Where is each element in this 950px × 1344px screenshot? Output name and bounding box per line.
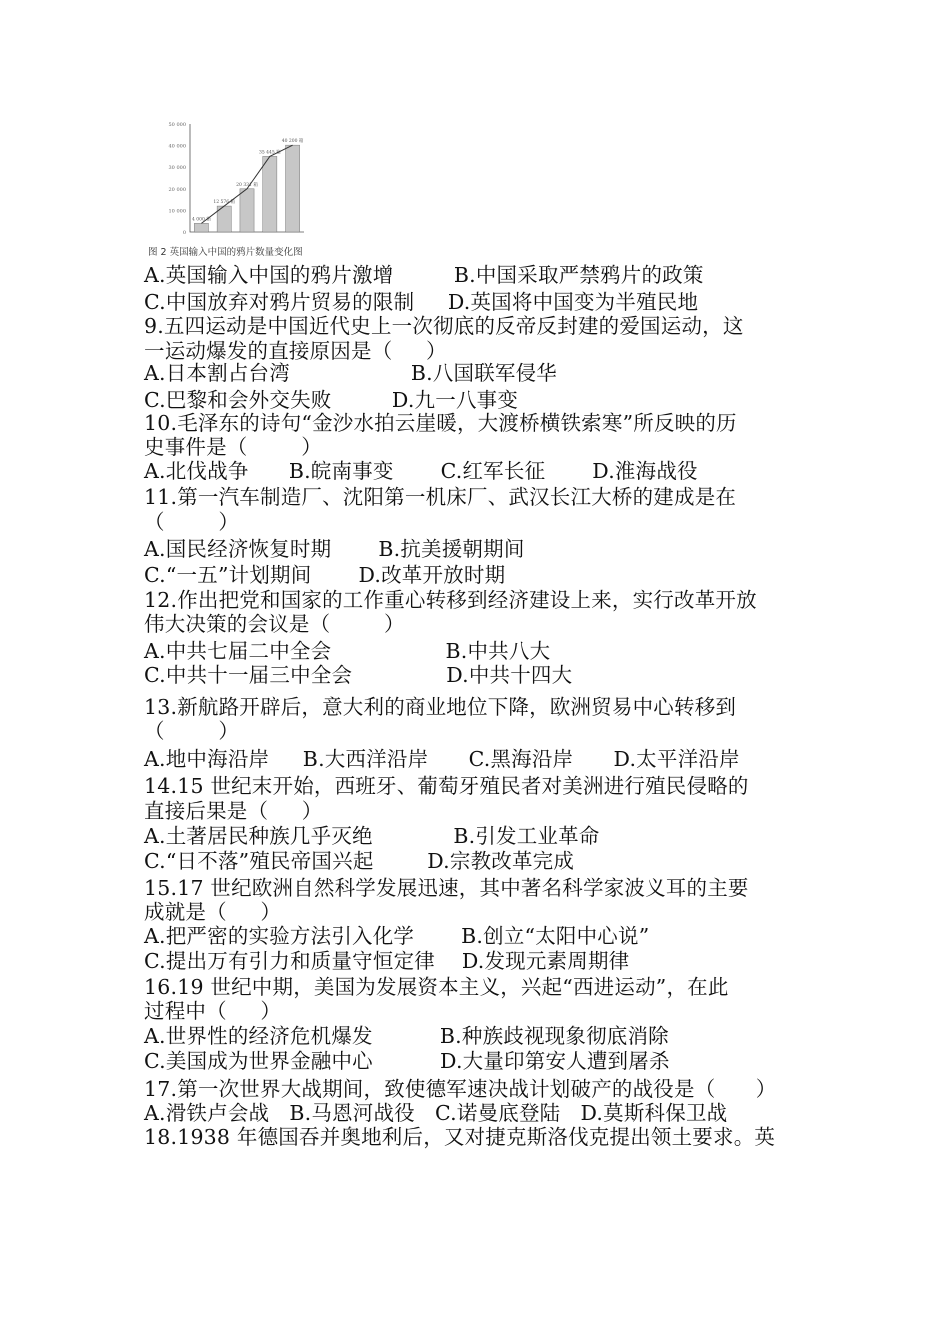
- bar-data-label: 12 576 箱: [213, 200, 236, 206]
- y-tick-label: 30 000: [168, 165, 186, 172]
- text-line: 14.15 世纪末开始，西班牙、葡萄牙殖民者对美洲进行殖民侵略的: [144, 774, 749, 798]
- y-tick-label: 0: [182, 230, 186, 236]
- text-line: A.世界性的经济危机爆发 B.种族歧视现象彻底消除: [144, 1024, 669, 1048]
- bar: [194, 223, 208, 232]
- text-line: 史事件是（ ）: [144, 435, 322, 459]
- text-line: C.中共十一届三中全会 D.中共十四大: [144, 663, 573, 687]
- text-line: 18.1938 年德国吞并奥地利后，又对捷克斯洛伐克提出领土要求。英: [144, 1125, 776, 1149]
- text-line: 17.第一次世界大战期间，致使德军速决战计划破产的战役是（ ）: [144, 1077, 777, 1101]
- text-line: A.地中海沿岸 B.大西洋沿岸 C.黑海沿岸 D.太平洋沿岸: [144, 747, 740, 771]
- text-line: A.日本割占台湾 B.八国联军侵华: [144, 361, 557, 385]
- bar-data-label: 40 200 箱: [281, 139, 304, 145]
- bar-data-label: 20 331 箱: [236, 182, 258, 188]
- text-line: 成就是（ ）: [144, 900, 282, 924]
- text-line: C.“一五”计划期间 D.改革开放时期: [144, 563, 506, 587]
- y-tick-label: 50 000: [168, 122, 186, 128]
- text-line: A.英国输入中国的鸦片激增 B.中国采取严禁鸦片的政策: [144, 263, 704, 287]
- text-line: A.滑铁卢会战 B.马恩河战役 C.诺曼底登陆 D.莫斯科保卫战: [144, 1101, 728, 1125]
- text-line: （ ）: [144, 719, 240, 743]
- text-line: C.巴黎和会外交失败 D.九一八事变: [144, 388, 519, 412]
- chart-caption: 图 2 英国输入中国的鸦片数量变化图: [148, 247, 303, 258]
- text-line: C.中国放弃对鸦片贸易的限制 D.英国将中国变为半殖民地: [144, 290, 699, 314]
- y-tick-label: 40 000: [168, 143, 186, 150]
- text-line: C.美国成为世界金融中心 D.大量印第安人遭到屠杀: [144, 1049, 670, 1073]
- bar-data-label: 4 000 箱: [191, 217, 211, 223]
- text-line: A.土著居民种族几乎灭绝 B.引发工业革命: [144, 824, 600, 848]
- opium-chart-figure: [144, 112, 334, 264]
- text-line: 9.五四运动是中国近代史上一次彻底的反帝反封建的爱国运动，这: [144, 314, 744, 338]
- bar: [286, 145, 300, 232]
- text-line: 一运动爆发的直接原因是（ ）: [144, 339, 447, 363]
- text-line: 过程中（ ）: [144, 999, 282, 1023]
- text-line: C.“日不落”殖民帝国兴起 D.宗教改革完成: [144, 849, 575, 873]
- text-line: A.国民经济恢复时期 B.抗美援朝期间: [144, 537, 525, 561]
- text-line: A.中共七届二中全会 B.中共八大: [144, 639, 551, 663]
- text-line: 10.毛泽东的诗句“金沙水拍云崖暖，大渡桥横铁索寒”所反映的历: [144, 411, 737, 435]
- text-line: 15.17 世纪欧洲自然科学发展迅速，其中著名科学家波义耳的主要: [144, 876, 749, 900]
- text-line: A.北伐战争 B.皖南事变 C.红军长征 D.淮海战役: [144, 459, 698, 483]
- bar-data-label: 35 445 箱: [258, 150, 281, 156]
- bar: [263, 156, 277, 232]
- y-tick-label: 20 000: [168, 186, 186, 193]
- text-line: 11.第一汽车制造厂、沈阳第一机床厂、武汉长江大桥的建成是在: [144, 485, 737, 509]
- y-tick-label: 10 000: [168, 208, 186, 215]
- text-line: 16.19 世纪中期，美国为发展资本主义，兴起“西进运动”，在此: [144, 975, 729, 999]
- text-line: 直接后果是（ ）: [144, 799, 323, 823]
- text-line: A.把严密的实验方法引入化学 B.创立“太阳中心说”: [144, 924, 650, 948]
- opium-bar-chart: [144, 112, 334, 264]
- text-line: （ ）: [144, 510, 240, 534]
- text-line: 13.新航路开辟后，意大利的商业地位下降，欧洲贸易中心转移到: [144, 695, 737, 719]
- text-line: 12.作出把党和国家的工作重心转移到经济建设上来，实行改革开放: [144, 588, 757, 612]
- text-line: 伟大决策的会议是（ ）: [144, 612, 405, 636]
- text-line: C.提出万有引力和质量守恒定律 D.发现元素周期律: [144, 949, 630, 973]
- bar: [240, 189, 254, 232]
